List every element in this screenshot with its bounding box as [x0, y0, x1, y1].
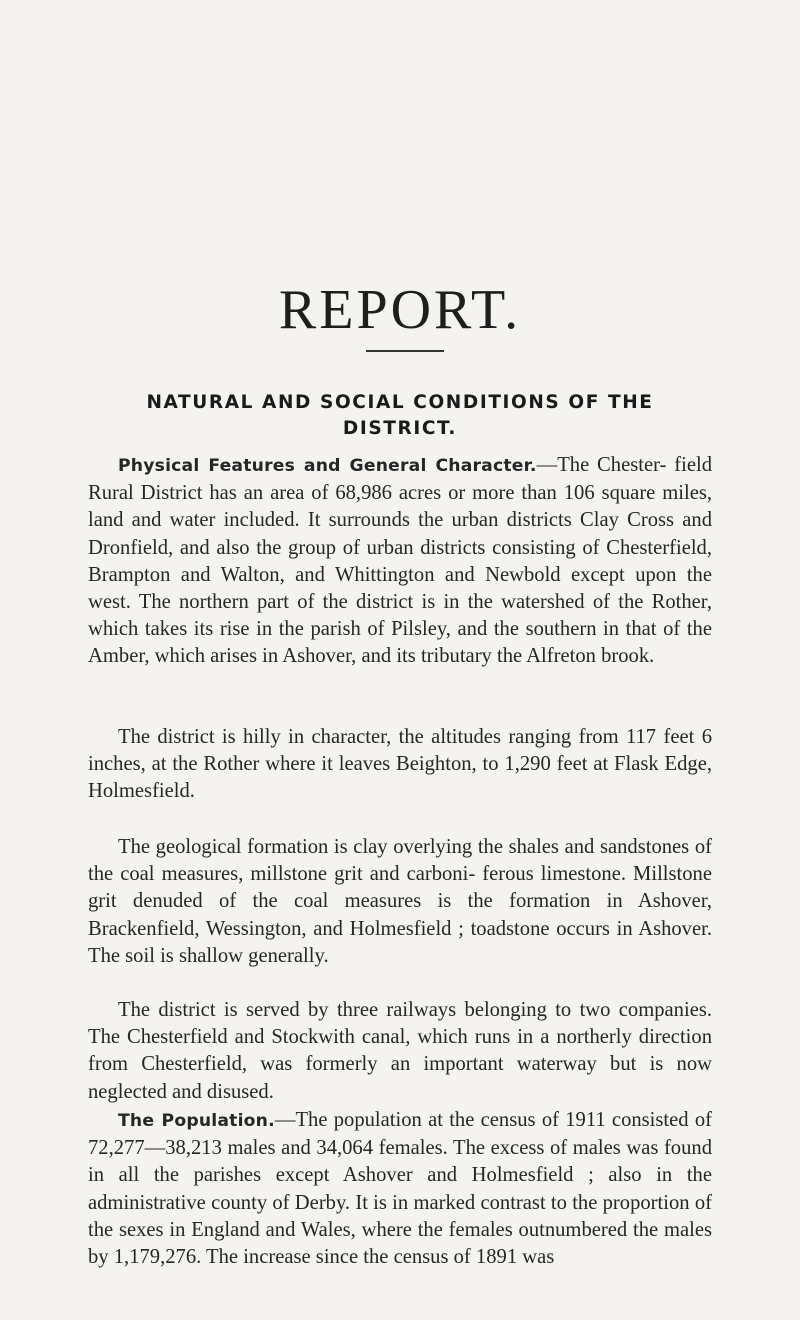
- paragraph-lead-population: The Population.: [118, 1111, 275, 1131]
- paragraph-railways: [88, 997, 712, 1106]
- paragraph-population: [88, 1107, 712, 1271]
- paragraph-lead-physical-features: Physical Features and General Character.: [118, 456, 537, 476]
- section-heading: NATURAL AND SOCIAL CONDITIONS OF THE DISTRICT.: [146, 392, 654, 439]
- paragraph-geology: [88, 834, 712, 970]
- paragraph-text-physical-features: —The Chester- field Rural District has an area of 68,986 acres or more than 106 square miles, land and water included. It surrounds the urban districts Clay Cross and Dronfield, and also the group of urban districts consisting of Chesterfield, Brampton and Walton, and Whittington and Newbold except upon the west. The northern part of the district is in the watershed of the Rother, which takes its rise in the parish of Pilsley, and the southern in that of the Amber, which arises in Ashover, and its tributary the Alfreton brook.: [88, 454, 712, 668]
- paragraph-altitudes: [88, 724, 712, 806]
- paragraph-text-geology: The geological formation is clay overlying the shales and sandstones of the coal measures, millstone grit and carboni- ferous limestone. Millstone grit denuded of the coal measures is the formation in Ashover, Brackenfield, Wessington, and Holmesfield ; toadstone occurs in Ashover. The soil is shallow generally.: [88, 836, 712, 967]
- paragraph-physical-features: [88, 452, 712, 671]
- paragraph-text-altitudes: The district is hilly in character, the altitudes ranging from 117 feet 6 inches, at the Rother where it leaves Beighton, to 1,290 feet at Flask Edge, Holmesfield.: [88, 726, 712, 803]
- title-divider: [366, 350, 444, 352]
- paragraph-text-railways: The district is served by three railways belonging to two companies. The Chesterfield and Stockwith canal, which runs in a northerly direction from Chesterfield, was formerly an important waterway but is now neglected and disused.: [88, 999, 712, 1103]
- paragraph-text-population: —The population at the census of 1911 consisted of 72,277—38,213 males and 34,064 females. The excess of males was found in all the parishes except Ashover and Holmesfield ; also in the administrative county of Derby. It is in marked contrast to the proportion of the sexes in England and Wales, where the females outnumbered the males by 1,179,276. The increase since the census of 1891 was: [88, 1109, 713, 1269]
- report-title: REPORT.: [278, 279, 522, 341]
